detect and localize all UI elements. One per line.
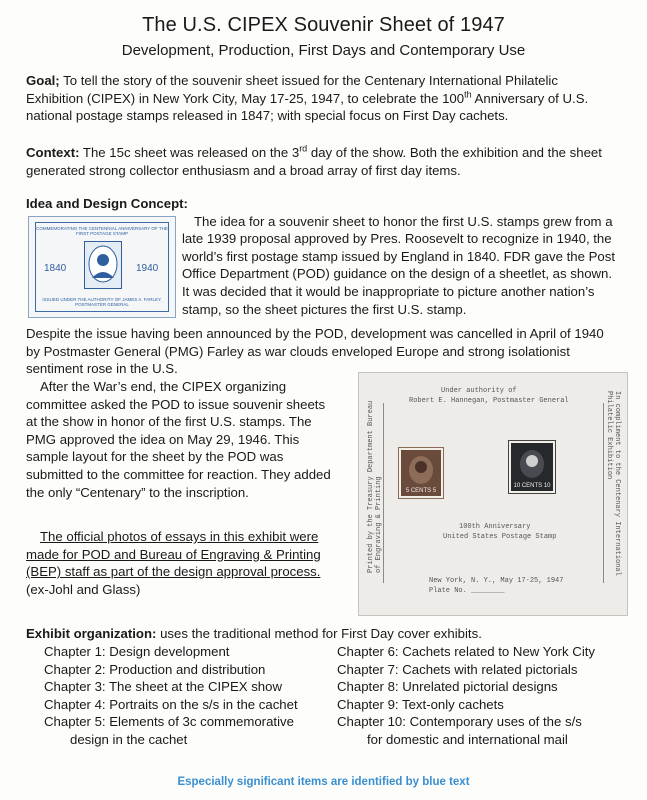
list-item: Chapter 10: Contemporary uses of the s/s xyxy=(337,714,582,730)
context-paragraph xyxy=(26,144,616,179)
page-title: The U.S. CIPEX Souvenir Sheet of 1947 xyxy=(142,14,505,36)
sample-stamp-5c-label: 5 CENTS 5 xyxy=(405,488,437,494)
sheetlet-caption-top: COMMEMORATING THE CENTENNIAL ANNIVERSARY OF THE FIRST POSTAGE STAMP xyxy=(36,226,168,236)
sample-left-vertical: Printed by the Treasury Department Bureau of Engraving & Printing xyxy=(367,400,383,573)
official-underlined-text: The official photos of essays in this exhibit were made for POD and Bureau of Engraving & Printing (BEP) staff as part of the design approval process. xyxy=(26,529,321,580)
sheetlet-frame xyxy=(35,222,169,312)
page-subtitle: Development, Production, First Days and Contemporary Use xyxy=(121,42,526,59)
sample-stamp-10c-label: 10 CENTS 10 xyxy=(513,483,551,489)
sheetlet-1940-image xyxy=(28,216,176,318)
after-war-paragraph: After the War’s end, the CIPEX organizing committee asked the POD to issue souvenir sheets at the show in honor of the first U.S. stamps. The PMG approved the idea on May 29, 1946. This sample layout for the sheet by the POD was submitted to the committee for reaction. They added the only “Centenary” to the inscription. xyxy=(26,379,331,500)
list-item: Chapter 5: Elements of 3c commemorative xyxy=(44,714,294,730)
context-label: Context: xyxy=(26,145,80,160)
goal-sup: th xyxy=(464,89,472,100)
context-sup: rd xyxy=(299,143,308,154)
goal-text-b: Anniversary of U.S. national postage stamps released in 1847; with special focus on First Day cachets. xyxy=(26,90,589,124)
list-item: for domestic and international mail xyxy=(367,731,568,747)
sample-layout-photo xyxy=(358,372,628,616)
chapter-list-left xyxy=(44,643,334,749)
context-text-a: The 15c sheet was released on the 3 xyxy=(79,145,300,160)
franklin-portrait-icon xyxy=(84,241,122,289)
sample-bottom2: Plate No. ________ xyxy=(429,587,505,595)
goal-paragraph xyxy=(26,72,616,125)
list-item: Chapter 6: Cachets related to New York City xyxy=(337,644,596,659)
sheetlet-year-right: 1940 xyxy=(136,263,159,274)
list-item: Chapter 1: Design development xyxy=(44,644,230,659)
goal-label: Goal; xyxy=(26,73,60,88)
organization-text: uses the traditional method for First Day cover exhibits. xyxy=(156,626,482,641)
sample-center1: 100th Anniversary xyxy=(459,523,531,531)
idea-paragraph xyxy=(182,195,622,318)
sample-line2: Robert E. Hannegan, Postmaster General xyxy=(409,397,569,405)
sample-stamp-5c xyxy=(399,448,443,498)
context-text-b: day of the show. Both the exhibition and the sheet generated strong collector enthusiasm and a broad array of first day items. xyxy=(26,145,602,178)
official-photos-paragraph xyxy=(26,528,346,598)
list-item: Chapter 2: Production and distribution xyxy=(44,661,266,677)
idea-label: Idea and Design Concept: xyxy=(26,196,188,211)
sample-bottom1: New York, N. Y., May 17-25, 1947 xyxy=(429,577,564,585)
despite-paragraph: Despite the issue having been announced by the POD, development was cancelled in April of 1940 by Postmaster General (PMG) Farley as war clouds enveloped Europe and strong isolationist sentiment rose in the U.S. xyxy=(26,326,604,377)
goal-text-a: To tell the story of the souvenir sheet issued for the Centenary International Philatelic Exhibition (CIPEX) in New York City, May 17-25, 1947, to celebrate the 100 xyxy=(26,73,558,106)
list-item: Chapter 7: Cachets with related pictorials xyxy=(337,661,578,677)
sample-line1: Under authority of xyxy=(441,387,517,395)
sample-right-vertical: In compliment to the Centenary International Philatelic Exhibition xyxy=(605,391,621,576)
sample-center2: United States Postage Stamp xyxy=(443,533,557,541)
sample-bracket-right xyxy=(595,403,604,583)
list-item: Chapter 9: Text-only cachets xyxy=(337,696,504,712)
official-tail-text: (ex-Johl and Glass) xyxy=(26,581,141,597)
organization-heading xyxy=(26,625,626,643)
list-item: Chapter 4: Portraits on the s/s in the cachet xyxy=(44,696,298,712)
sample-bracket-left xyxy=(383,403,392,583)
chapter-list-right xyxy=(337,643,637,749)
sheetlet-caption-bottom: ISSUED UNDER THE AUTHORITY OF JAMES A. FARLEY, POSTMASTER GENERAL xyxy=(42,297,162,307)
footnote: Especially significant items are identified by blue text xyxy=(177,776,470,788)
sheetlet-year-left: 1840 xyxy=(44,263,67,274)
organization-label: Exhibit organization: xyxy=(26,626,157,641)
list-item: Chapter 8: Unrelated pictorial designs xyxy=(337,679,558,695)
sample-stamp-10c xyxy=(509,441,555,493)
list-item: design in the cachet xyxy=(70,731,188,747)
idea-text: The idea for a souvenir sheet to honor the first U.S. stamps grew from a late 1939 proposal approved by Pres. Roosevelt to recognize in 1940, the world’s first postage stamp issued by England in 1840. FDR gave the Post Office Department (POD) guidance on the design of a sheetlet, as shown. It was decided that it would be inappropriate to picture another nation’s stamp, so the sheet pictures the first U.S. stamp. xyxy=(182,213,615,317)
list-item: Chapter 3: The sheet at the CIPEX show xyxy=(44,679,282,695)
